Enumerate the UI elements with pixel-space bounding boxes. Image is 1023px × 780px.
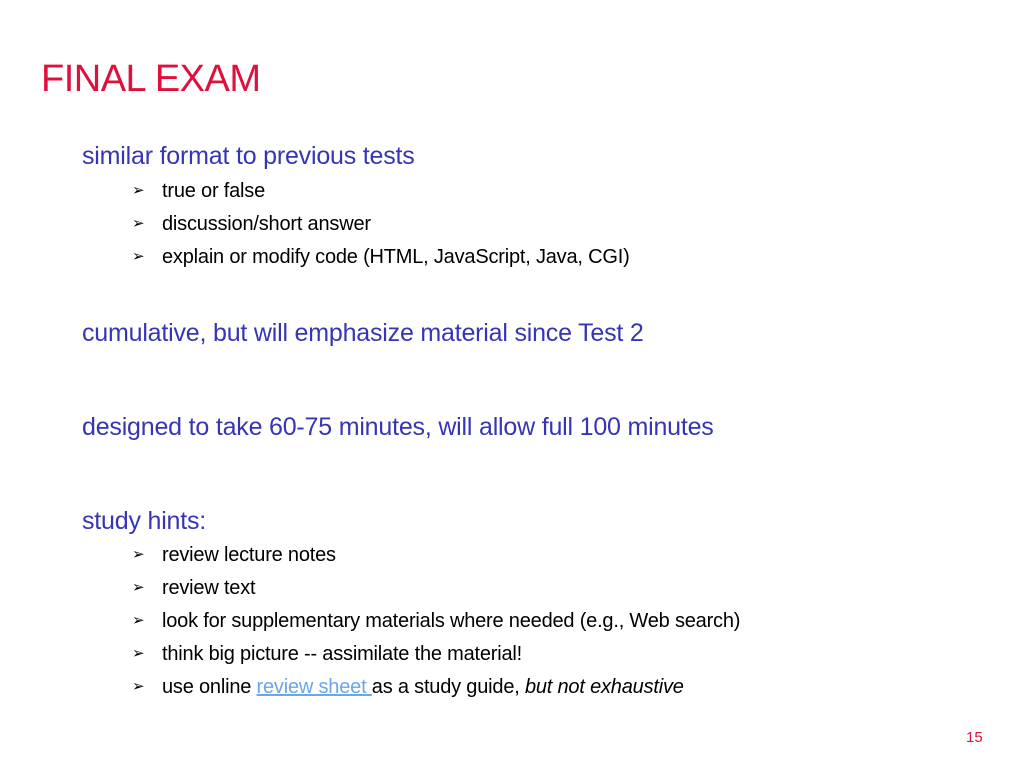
bullet-item [132,244,630,270]
arrow-bullet-icon: ➢ [132,612,145,629]
bullet-text-prefix: use online [162,676,257,698]
bullet-item [132,608,740,634]
arrow-bullet-icon: ➢ [132,182,145,199]
review-sheet-link[interactable]: review sheet [256,676,372,698]
arrow-bullet-icon: ➢ [132,215,145,232]
slide-title: FINAL EXAM [41,58,261,100]
bullet-text: review text [162,577,256,599]
section-heading-study-hints: study hints: [82,507,207,535]
bullet-text: discussion/short answer [162,213,371,235]
arrow-bullet-icon: ➢ [132,678,145,695]
arrow-bullet-icon: ➢ [132,579,145,596]
bullet-item [132,211,371,237]
arrow-bullet-icon: ➢ [132,546,145,563]
bullet-text: review lecture notes [162,544,336,566]
arrow-bullet-icon: ➢ [132,645,145,662]
bullet-text: explain or modify code (HTML, JavaScript, Java, CGI) [162,246,630,268]
bullet-text: true or false [162,180,266,202]
arrow-bullet-icon: ➢ [132,248,145,265]
bullet-item [132,674,684,700]
bullet-text-middle: as a study guide, [371,676,525,698]
section-heading-duration: designed to take 60-75 minutes, will allow full 100 minutes [82,413,714,441]
bullet-text-emphasis: but not exhaustive [524,676,684,698]
section-heading-format: similar format to previous tests [82,142,415,170]
bullet-item [132,575,255,601]
bullet-item [132,542,336,568]
bullet-item [132,178,265,204]
bullet-text: look for supplementary materials where needed (e.g., Web search) [162,610,741,632]
section-heading-cumulative: cumulative, but will emphasize material since Test 2 [82,319,644,347]
bullet-item [132,641,522,667]
page-number: 15 [966,729,983,746]
bullet-text: think big picture -- assimilate the material! [162,643,523,665]
